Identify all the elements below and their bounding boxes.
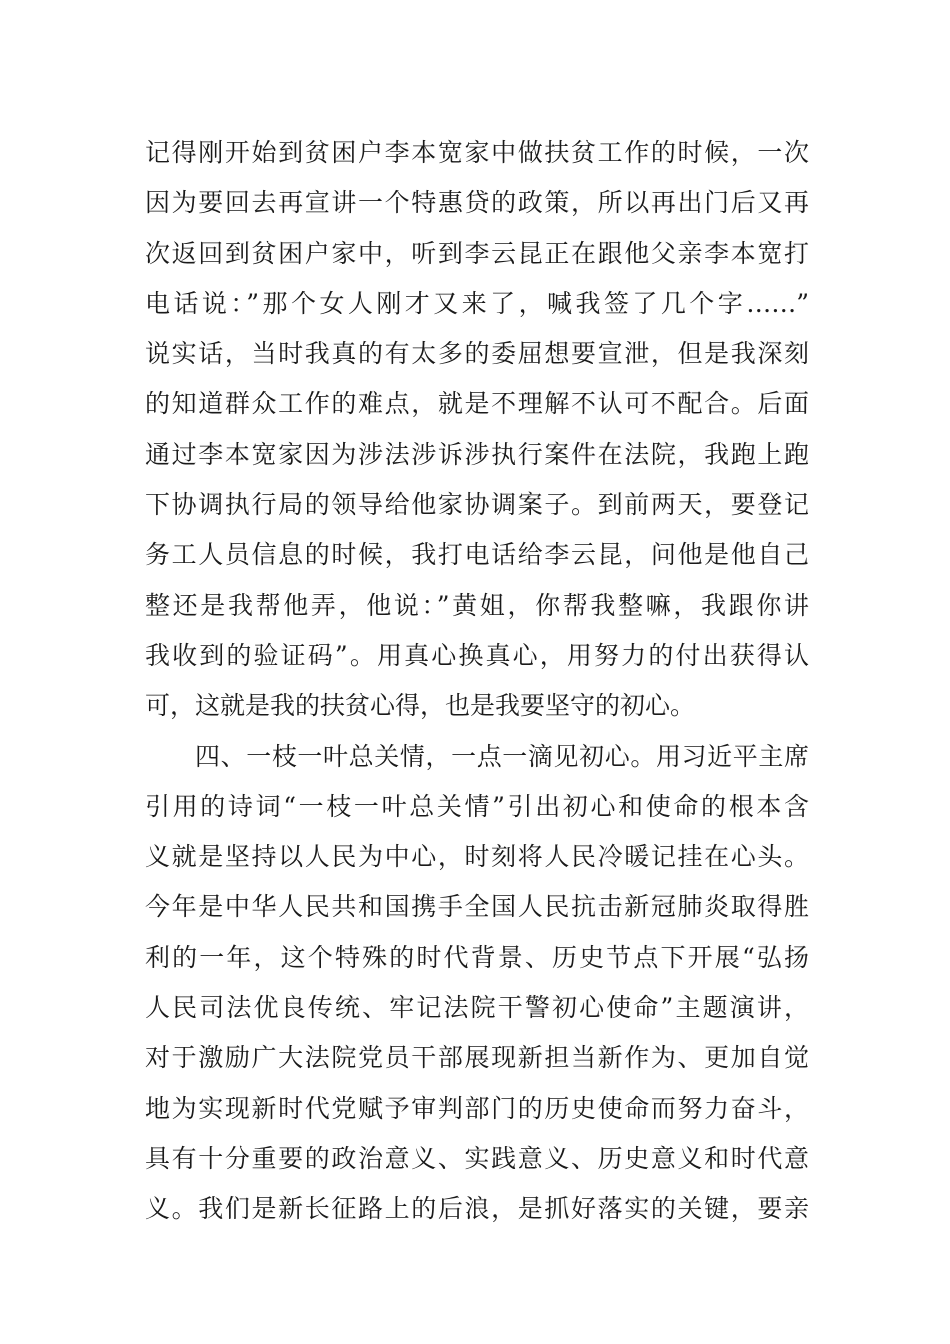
text-line-17: 利的一年，这个特殊的时代背景、历史节点下开展“弘扬 bbox=[145, 942, 809, 972]
text-line-16: 今年是中华人民共和国携手全国人民抗击新冠肺炎取得胜 bbox=[145, 892, 809, 922]
text-line-21: 具有十分重要的政治意义、实践意义、历史意义和时代意 bbox=[145, 1143, 809, 1173]
text-line-14: 引用的诗词“一枝一叶总关情”引出初心和使命的根本含 bbox=[145, 791, 809, 821]
text-line-20: 地为实现新时代党赋予审判部门的历史使命而努力奋斗， bbox=[145, 1093, 809, 1123]
text-line-9: 务工人员信息的时候，我打电话给李云昆，问他是他自己 bbox=[145, 540, 809, 570]
text-line-3: 次返回到贫困户家中，听到李云昆正在跟他父亲李本宽打 bbox=[145, 238, 809, 268]
text-line-22: 义。我们是新长征路上的后浪，是抓好落实的关键，要亲 bbox=[145, 1194, 809, 1224]
text-line-7: 通过李本宽家因为涉法涉诉涉执行案件在法院，我跑上跑 bbox=[145, 439, 809, 469]
text-line-11: 我收到的验证码”。用真心换真心，用努力的付出获得认 bbox=[145, 640, 809, 670]
text-line-8: 下协调执行局的领导给他家协调案子。到前两天，要登记 bbox=[145, 490, 809, 520]
text-line-15: 义就是坚持以人民为中心，时刻将人民冷暖记挂在心头。 bbox=[145, 842, 809, 872]
text-line-18: 人民司法优良传统、牢记法院干警初心使命”主题演讲， bbox=[145, 993, 809, 1023]
text-line-12: 可，这就是我的扶贫心得，也是我要坚守的初心。 bbox=[145, 691, 696, 721]
text-line-1: 记得刚开始到贫困户李本宽家中做扶贫工作的时候，一次 bbox=[145, 138, 809, 167]
text-line-2: 因为要回去再宣讲一个特惠贷的政策，所以再出门后又再 bbox=[145, 188, 809, 218]
text-line-10: 整还是我帮他弄，他说：”黄姐，你帮我整嘛，我跟你讲 bbox=[145, 590, 809, 620]
text-line-5: 说实话，当时我真的有太多的委屈想要宣泄，但是我深刻 bbox=[145, 339, 809, 369]
text-line-13: 四、一枝一叶总关情，一点一滴见初心。用习近平主席 bbox=[195, 741, 809, 771]
text-line-19: 对于激励广大法院党员干部展现新担当新作为、更加自觉 bbox=[145, 1043, 809, 1073]
text-line-6: 的知道群众工作的难点，就是不理解不认可不配合。后面 bbox=[145, 389, 809, 419]
body-text bbox=[145, 128, 809, 1235]
text-line-4: 电话说：”那个女人刚才又来了，喊我签了几个字……” bbox=[145, 288, 809, 318]
